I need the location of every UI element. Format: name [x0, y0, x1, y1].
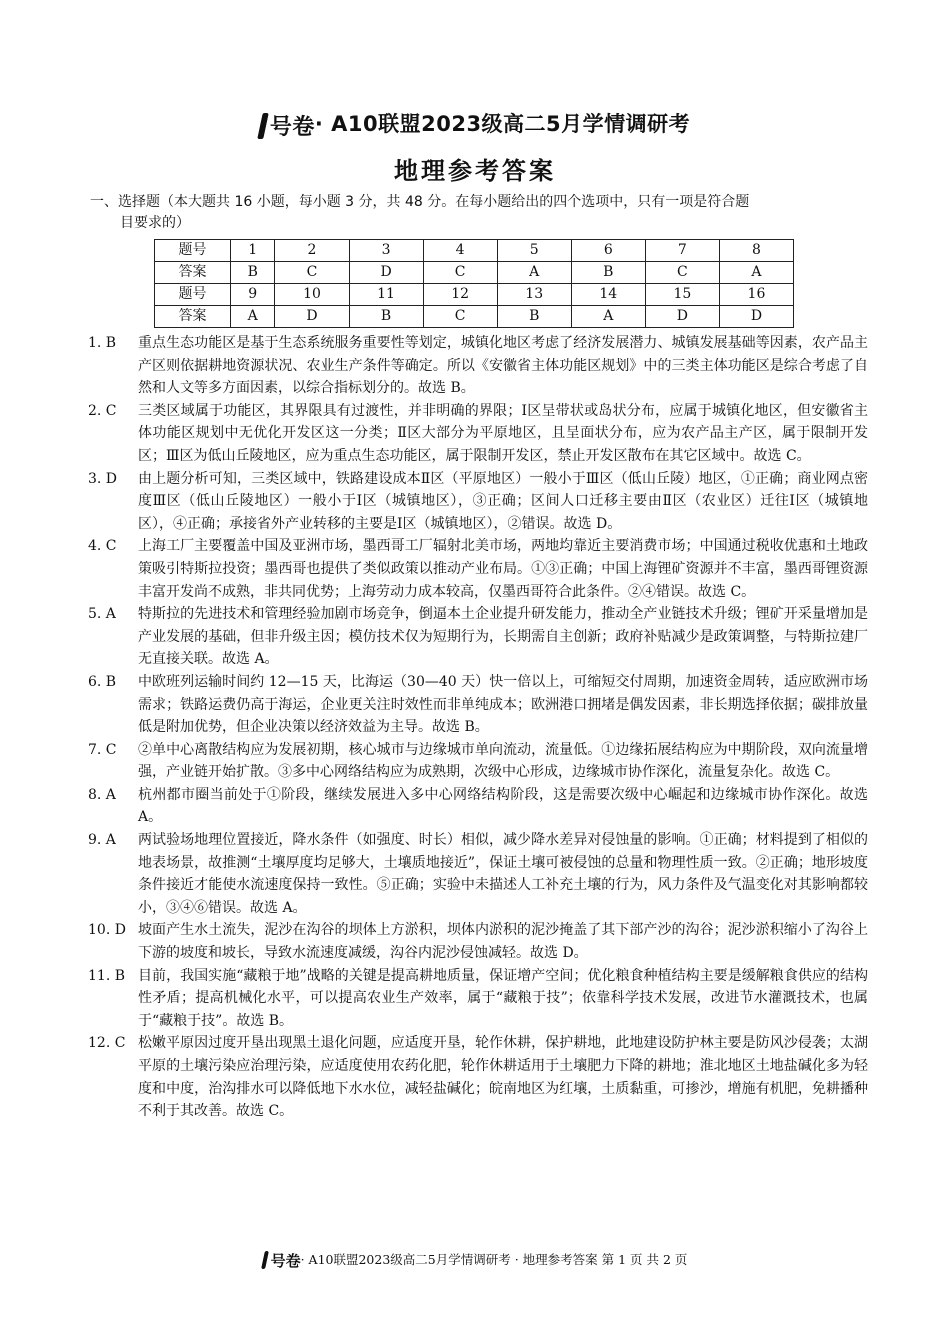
list-item [88, 603, 868, 671]
answer-table [154, 239, 794, 328]
table-cell: 7 [645, 240, 719, 262]
logo-mark-icon [261, 1251, 269, 1269]
table-cell: A [571, 306, 645, 328]
table-cell: A [231, 306, 275, 328]
table-row [155, 284, 794, 306]
list-item [88, 535, 868, 603]
row-label: 答案 [155, 262, 231, 284]
section-instructions [90, 192, 870, 234]
table-cell: C [423, 262, 497, 284]
item-text: 由上题分析可知，三类区域中，铁路建设成本Ⅱ区（平原地区）一般小于Ⅲ区（低山丘陵）地区，①正确；商业网点密度Ⅲ区（低山丘陵地区）一般小于Ⅰ区（城镇地区），③正确；区间人口迁移主要由Ⅱ区（农业区）迁往Ⅰ区（城镇地区），④正确；承接省外产业转移的主要是Ⅰ区（城镇地区），②错误。故选 D。 [138, 470, 868, 532]
list-item [88, 965, 868, 1033]
table-cell: B [231, 262, 275, 284]
list-item [88, 784, 868, 829]
explanations-list [88, 332, 868, 1123]
row-label: 题号 [155, 284, 231, 306]
table-cell: 12 [423, 284, 497, 306]
list-item [88, 468, 868, 536]
row-label: 题号 [155, 240, 231, 262]
item-text: 两试验场地理位置接近，降水条件（如强度、时长）相似，减少降水差异对侵蚀量的影响。①正确；材料提到了相似的地表场景，故推测“土壤厚度均足够大，土壤质地接近”，保证土壤可被侵蚀的总量和物理性质一致。②正确；地形坡度条件接近才能使水流速度保持一致性。⑤正确；实验中未描述人工补充土壤的行为，风力条件及气温变化对其影响都较小，③④⑥错误。故选 A。 [138, 832, 868, 916]
item-text: 三类区域属于功能区，其界限具有过渡性，并非明确的界限；Ⅰ区呈带状或岛状分布，应属于城镇化地区，但安徽省主体功能区规划中无优化开发区这一分类；Ⅱ区大部分为平原地区，且呈面状分布，应为农产品主产区，属于限制开发区；Ⅲ区为低山丘陵地区，应为重点生态功能区，属于限制开发区，禁止开发区散布在其它区域中。故选 C。 [138, 402, 868, 464]
table-cell: B [349, 306, 423, 328]
table-cell: A [719, 262, 793, 284]
footer-text: · A10联盟2023级高二5月学情调研考 · 地理参考答案 第 1 页 共 2 页 [300, 1252, 688, 1267]
item-number: 7. C [88, 741, 117, 758]
list-item [88, 829, 868, 919]
list-item [88, 739, 868, 784]
table-cell: 13 [497, 284, 571, 306]
item-number: 9. A [88, 832, 116, 849]
item-text: 重点生态功能区是基于生态系统服务重要性等划定，城镇化地区考虑了经济发展潜力、城镇发展基础等因素，农产品主产区则依据耕地资源状况、农业生产条件等确定。所以《安徽省主体功能区规划》中的三类主体功能区是综合考虑了自然和人文等多方面因素，以综合指标划分的。故选 B。 [138, 335, 868, 397]
table-cell: D [349, 262, 423, 284]
item-number: 12. C [88, 1035, 126, 1052]
table-cell: D [275, 306, 349, 328]
table-cell: C [645, 262, 719, 284]
item-number: 5. A [88, 606, 116, 623]
table-cell: 15 [645, 284, 719, 306]
item-number: 1. B [88, 335, 117, 351]
table-row [155, 262, 794, 284]
table-cell: 4 [423, 240, 497, 262]
table-cell: 16 [719, 284, 793, 306]
footer-logo: 号卷 [263, 1250, 301, 1271]
table-cell: C [275, 262, 349, 284]
table-cell: 8 [719, 240, 793, 262]
section-lead-continued: 目要求的） [120, 215, 190, 231]
item-text: 特斯拉的先进技术和管理经验加剧市场竞争，倒逼本土企业提升研发能力，推动全产业链技术升级；锂矿开采量增加是产业发展的基础，但非升级主因；模仿技术仅为短期行为，长期需自主创新；政府补贴减少是政策调整，与特斯拉建厂无直接关联。故选 A。 [138, 606, 868, 668]
table-cell: 14 [571, 284, 645, 306]
item-number: 4. C [88, 538, 117, 555]
table-cell: 6 [571, 240, 645, 262]
item-text: 坡面产生水土流失，泥沙在沟谷的坝体上方淤积，坝体内淤积的泥沙掩盖了其下部产沙的沟谷；泥沙淤积缩小了沟谷上下游的坡度和坡长，导致水流速度减缓，沟谷内泥沙侵蚀减轻。故选 D。 [138, 922, 868, 962]
item-number: 10. D [88, 922, 126, 939]
table-cell: 5 [497, 240, 571, 262]
item-text: ②单中心离散结构应为发展初期，核心城市与边缘城市单向流动，流量低。①边缘拓展结构应为中期阶段，双向流量增强，产业链开始扩散。③多中心网络结构应为成熟期，次级中心形成，边缘城市协作深化，流量复杂化。故选 C。 [138, 741, 868, 781]
table-cell: B [571, 262, 645, 284]
page-footer [0, 1250, 950, 1271]
table-cell: D [719, 306, 793, 328]
item-number: 2. C [88, 402, 117, 419]
page-subtitle: 地理参考答案 [394, 156, 556, 185]
item-text: 上海工厂主要覆盖中国及亚洲市场，墨西哥工厂辐射北美市场，两地均靠近主要消费市场；中国通过税收优惠和土地政策吸引特斯拉投资；墨西哥也提供了类似政策以推动产业布局。①③正确；中国上海锂矿资源并不丰富，墨西哥锂资源丰富开发尚不成熟，非共同优势；上海劳动力成本较高，仅墨西哥符合此条件。②④错误。故选 C。 [138, 538, 868, 600]
exam-title-line [0, 108, 950, 141]
table-cell: D [645, 306, 719, 328]
table-cell: 3 [349, 240, 423, 262]
list-item [88, 332, 868, 400]
item-number: 3. D [88, 470, 118, 487]
item-text: 杭州都市圈当前处于①阶段，继续发展进入多中心网络结构阶段，这是需要次级中心崛起和边缘城市协作深化。故选 A。 [138, 786, 868, 826]
table-row [155, 306, 794, 328]
item-number: 6. B [88, 673, 117, 690]
table-cell: 2 [275, 240, 349, 262]
item-text: 目前，我国实施“藏粮于地”战略的关键是提高耕地质量，保证增产空间；优化粮食种植结构主要是缓解粮食供应的结构性矛盾；提高机械化水平，可以提高农业生产效率，属于“藏粮于技”；依靠科学技术发展，改进节水灌溉技术，也属于“藏粮于技”。故选 B。 [138, 967, 868, 1029]
brand-logo: 号卷 [260, 110, 315, 141]
table-cell: 9 [231, 284, 275, 306]
table-cell: 1 [231, 240, 275, 262]
section-lead: 一、选择题（本大题共 16 小题，每小题 3 分，共 48 分。在每小题给出的四个选项中，只有一项是符合题 [90, 194, 750, 210]
row-label: 答案 [155, 306, 231, 328]
exam-title: · A10联盟2023级高二5月学情调研考 [314, 112, 691, 136]
list-item [88, 919, 868, 964]
list-item [88, 1032, 868, 1122]
item-text: 中欧班列运输时间约 12—15 天，比海运（30—40 天）快一倍以上，可缩短交付周期，加速资金周转，适应欧洲市场需求；铁路运费仍高于海运，企业更关注时效性而非单纯成本；欧洲港口拥堵是偶发因素，非长期选择依据；碳排放量低是附加优势，但企业决策以经济效益为主导。故选 B。 [138, 673, 868, 736]
item-text: 松嫩平原因过度开垦出现黑土退化问题，应适度开垦，轮作休耕，保护耕地，此地建设防护林主要是防风沙侵袭；太湖平原的土壤污染应治理污染，应适度使用农药化肥，轮作休耕适用于土壤肥力下降的耕地；淮北地区土地盐碱化多为轻度和中度，治沟排水可以降低地下水水位，减轻盐碱化；皖南地区为红壤，土质黏重，可掺沙，增施有机肥，免耕播种不利于其改善。故选 C。 [138, 1035, 868, 1120]
list-item [88, 400, 868, 468]
item-number: 8. A [88, 786, 116, 803]
table-cell: A [497, 262, 571, 284]
table-cell: B [497, 306, 571, 328]
logo-mark-icon [257, 113, 269, 139]
table-cell: 10 [275, 284, 349, 306]
table-row [155, 240, 794, 262]
header [0, 108, 950, 186]
list-item [88, 671, 868, 739]
table-cell: 11 [349, 284, 423, 306]
table-cell: C [423, 306, 497, 328]
item-number: 11. B [88, 967, 126, 984]
